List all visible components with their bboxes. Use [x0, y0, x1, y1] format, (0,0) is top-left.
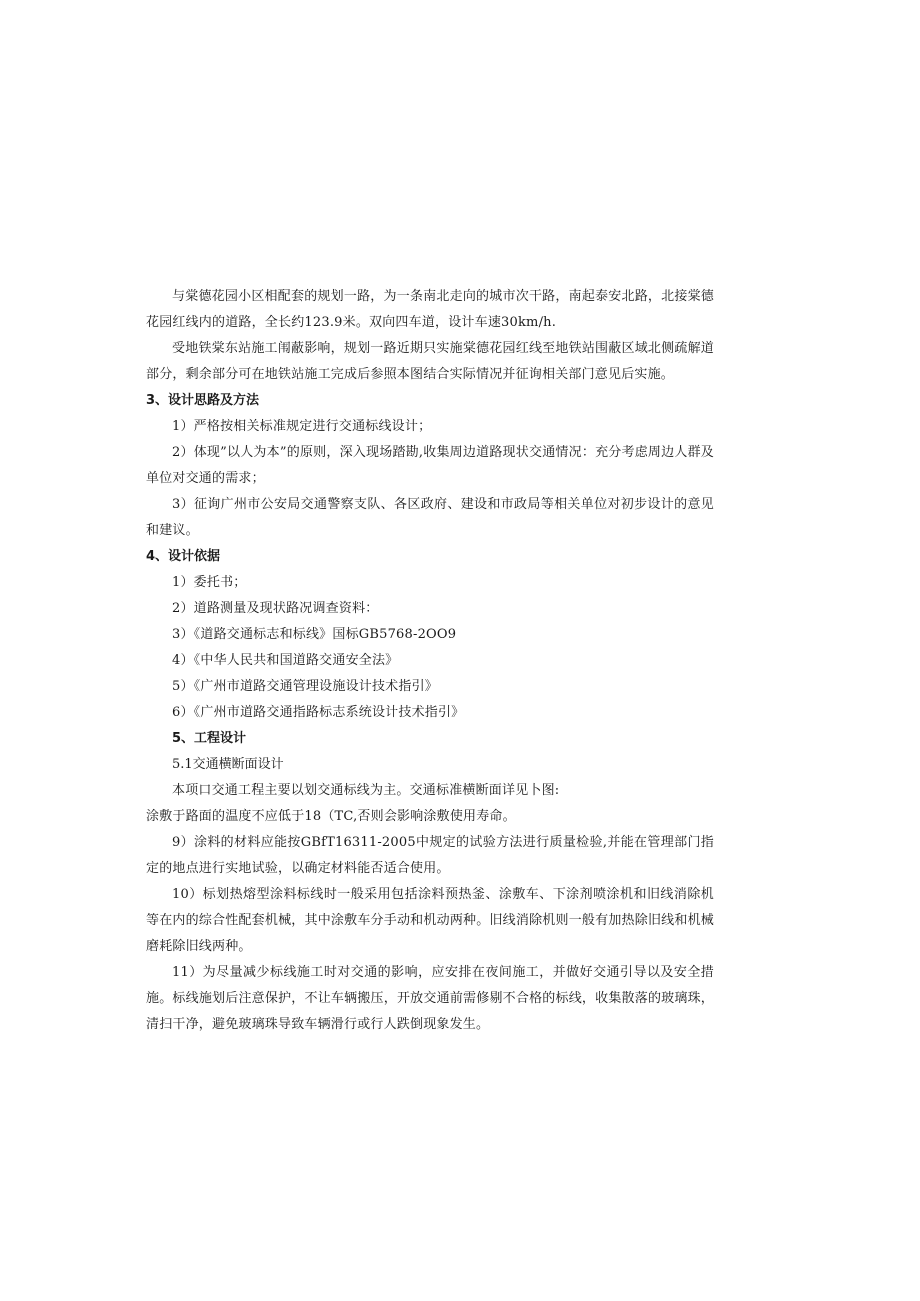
section-4-item-4: 4）《中华人民共和国道路交通安全法》 — [172, 653, 399, 668]
paragraph-metro-impact: 受地铁棠东站施工闱蔽影响，规划一路近期只实施棠德花园红线至地铁站围蔽区域北侧疏解道部分，剩余部分可在地铁站施工完成后参照本图结合实际情况并征询相关部门意见后实施。 — [146, 341, 714, 382]
section-4-item-2: 2）道路测量及现状路况调查资料： — [172, 601, 379, 616]
document-body — [146, 284, 714, 1038]
section-5-item-10: 10）标划热熔型涂料标线时一般采用包括涂料预热釜、涂敷车、下涂剂喷涂机和旧线消除机等在内的综合性配套机械，其中涂敷车分手动和机动两种。旧线消除机则一般有加热除旧线和机械磨耗除旧线两种。 — [146, 887, 714, 954]
section-4-heading: 4、设计依据 — [146, 549, 221, 564]
section-5-item-11: 11）为尽量减少标线施工时对交通的影响，应安排在夜间施工，并做好交通引导以及安全措施。标线施划后注意保护，不让车辆搬压，开放交通前需修剔不合格的标线，收集散落的玻璃珠，清扫干净，避免玻璃珠导致车辆滑行或行人跌倒现象发生。 — [146, 965, 714, 1032]
paragraph-road-description: 与棠德花园小区相配套的规划一路，为一条南北走向的城市次干路，南起泰安北路，北接棠德花园红线内的道路，全长约123.9米。双向四车道，设计车速30km/h. — [146, 289, 714, 330]
section-5-item-9: 9）涂料的材料应能按GBfT16311-2005中规定的试验方法进行质量检验,并能在管理部门指定的地点进行实地试验，以确定材料能否适合使用。 — [146, 835, 714, 876]
section-5-1-subheading: 5.1交通横断面设计 — [172, 757, 284, 772]
section-4-item-6: 6）《广州市道路交通指路标志系统设计技术指引》 — [172, 705, 465, 720]
section-3-item-2: 2）体现”以人为本”的原则，深入现场踏勘,收集周边道路现状交通情况：充分考虑周边人群及单位对交通的需求； — [146, 445, 714, 486]
section-4-item-1: 1）委托书； — [172, 575, 247, 590]
section-5-body-1: 本项口交通工程主要以划交通标线为主。交通标准横断面详见卜图: — [172, 783, 560, 798]
section-3-item-3: 3）征询广州市公安局交通警察支队、各区政府、建设和市政局等相关单位对初步设计的意见和建议。 — [146, 497, 714, 538]
section-5-heading: 5、工程设计 — [172, 731, 247, 746]
section-4-item-3: 3）《道路交通标志和标线》国标GB5768-2OO9 — [172, 627, 457, 642]
section-3-item-1: 1）严格按相关标准规定进行交通标线设计； — [172, 419, 432, 434]
section-4-item-5: 5）《广州市道路交通管理设施设计技术指引》 — [172, 679, 438, 694]
section-3-heading: 3、设计思路及方法 — [146, 393, 260, 408]
section-5-body-2: 涂敷于路面的温度不应低于18（TC,否则会影响涂敷使用寿命。 — [146, 809, 516, 824]
